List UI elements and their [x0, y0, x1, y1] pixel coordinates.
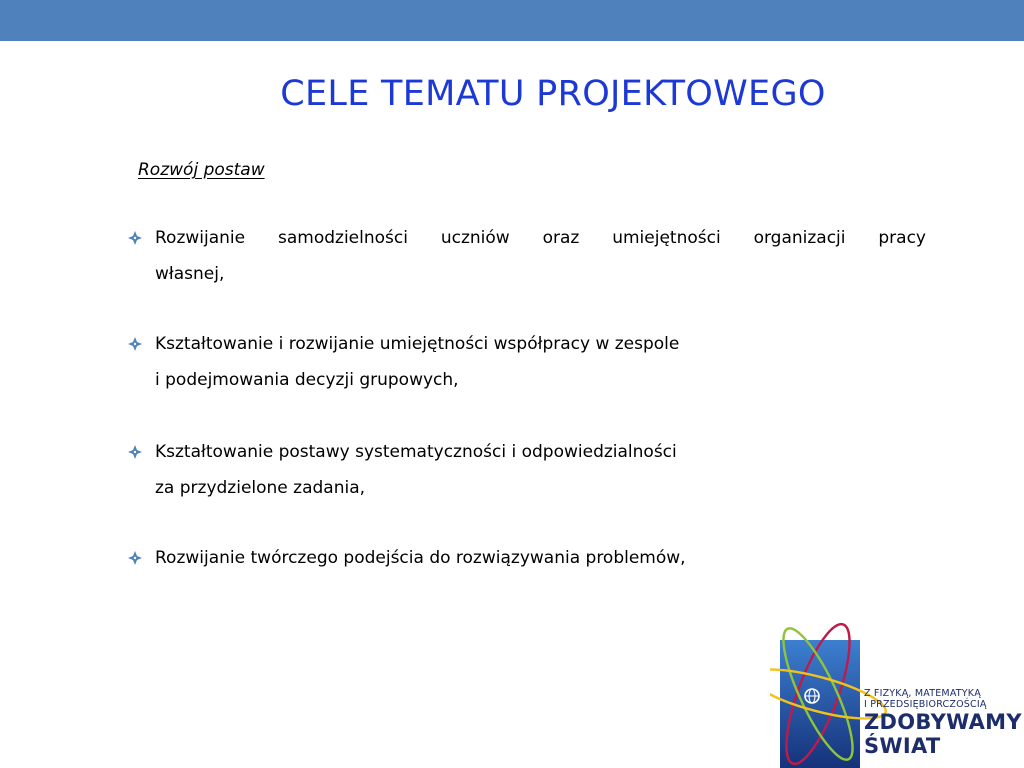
logo-line: I PRZEDSIĘBIORCZOŚCIĄ: [864, 699, 987, 710]
bullet-text-continuation: własnej,: [155, 264, 225, 284]
logo-line: ZDOBYWAMY: [864, 710, 1022, 734]
logo-line: ŚWIAT: [864, 734, 941, 758]
bullet-item: [128, 226, 938, 298]
bullet-text-continuation: za przydzielone zadania,: [155, 478, 366, 498]
bullet-text: Rozwijanie twórczego podejścia do rozwiązywania problemów,: [155, 548, 686, 568]
diamond-bullet-icon: [128, 337, 142, 351]
logo-line: Z FIZYKĄ, MATEMATYKĄ: [864, 688, 981, 699]
bullet-item: [128, 546, 938, 582]
logo-caption: [864, 688, 1022, 758]
bullet-text-continuation: i podejmowania decyzji grupowych,: [155, 370, 459, 390]
bullet-text: Kształtowanie i rozwijanie umiejętności współpracy w zespole: [155, 334, 680, 354]
bullet-text: Kształtowanie postawy systematyczności i odpowiedzialności: [155, 442, 677, 462]
diamond-bullet-icon: [128, 231, 142, 245]
bullet-item: [128, 332, 938, 404]
slide-title: CELE TEMATU PROJEKTOWEGO: [280, 74, 826, 114]
header-bar: [0, 0, 1024, 41]
bullet-item: [128, 440, 938, 512]
diamond-bullet-icon: [128, 445, 142, 459]
bullet-text: Rozwijanie samodzielności uczniów oraz umiejętności organizacji pracy: [155, 228, 926, 248]
section-subtitle: Rozwój postaw: [138, 160, 265, 180]
diamond-bullet-icon: [128, 551, 142, 565]
